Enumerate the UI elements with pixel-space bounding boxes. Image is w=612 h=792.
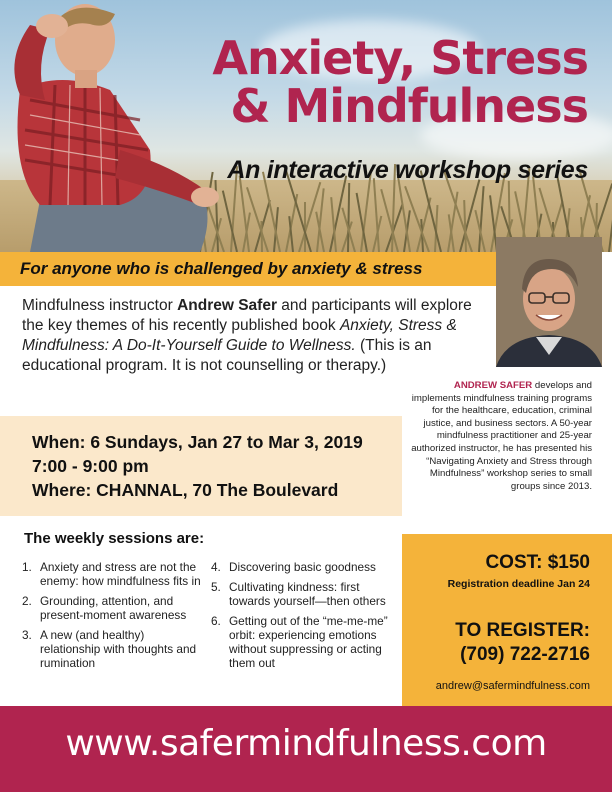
audience-banner-text: For anyone who is challenged by anxiety & stress xyxy=(20,259,423,278)
page-subtitle: An interactive workshop series xyxy=(227,156,588,184)
bio-text: develops and implements mindfulness training programs for the healthcare, education, criminal justice, and business sectors. A 50-year mindfulness practitioner and 25-year authorized instructor, he has presented his “Navigating Anxiety and Stress through Mindfulness” workshop series to small groups since 2013. xyxy=(411,380,592,492)
intro-text-2: and participants will explore the key themes of his recently published book xyxy=(22,297,472,334)
instructor-name: Andrew Safer xyxy=(177,297,277,314)
title-line-1: Anxiety, Stress xyxy=(212,31,588,85)
register-email[interactable]: andrew@safermindfulness.com xyxy=(435,680,590,692)
session-item xyxy=(22,560,204,588)
cost-box xyxy=(402,534,612,706)
session-item xyxy=(211,580,391,608)
session-item xyxy=(211,614,391,670)
cost-price: COST: $150 xyxy=(485,552,590,573)
event-when: When: 6 Sundays, Jan 27 to Mar 3, 2019 xyxy=(32,432,363,452)
session-item xyxy=(22,594,204,622)
session-text: Anxiety and stress are not the enemy: how mindfulness fits in xyxy=(40,560,201,588)
register-phone[interactable]: (709) 722-2716 xyxy=(460,644,590,665)
session-number: 6. xyxy=(211,614,221,628)
event-where: Where: CHANNAL, 70 The Boulevard xyxy=(32,480,339,500)
session-number: 1. xyxy=(22,560,32,574)
audience-banner xyxy=(0,252,506,286)
grass-blade xyxy=(608,189,612,252)
sessions-list-right xyxy=(211,560,391,676)
session-text: Getting out of the “me-me-me” orbit: experiencing emotions without suppressing or acting them out xyxy=(229,614,388,670)
sessions-heading: The weekly sessions are: xyxy=(24,530,205,547)
registration-deadline: Registration deadline Jan 24 xyxy=(447,578,590,590)
session-number: 2. xyxy=(22,594,32,608)
bio-name: ANDREW SAFER xyxy=(453,380,533,391)
session-text: A new (and healthy) relationship with thoughts and rumination xyxy=(40,628,197,670)
event-details-box xyxy=(0,416,402,516)
intro-paragraph xyxy=(22,296,492,376)
session-number: 3. xyxy=(22,628,32,642)
hero-photo xyxy=(0,0,612,252)
instructor-portrait xyxy=(496,237,602,367)
sessions-list-left xyxy=(22,560,204,676)
website-url[interactable]: www.safermindfulness.com xyxy=(65,723,547,764)
session-text: Discovering basic goodness xyxy=(229,560,376,574)
book-title: Anxiety, Stress & Mindfulness: A Do-It-Yourself Guide to Wellness. xyxy=(22,317,457,354)
session-item xyxy=(22,628,204,670)
session-number: 4. xyxy=(211,560,221,574)
session-item xyxy=(211,560,391,574)
intro-text-3: (This is an educational program. It is not counselling or therapy.) xyxy=(22,337,432,374)
page-title xyxy=(212,31,588,133)
instructor-portrait-illustration xyxy=(496,237,602,367)
register-heading: TO REGISTER: xyxy=(455,620,590,641)
session-text: Cultivating kindness: first towards yourself—then others xyxy=(229,580,386,608)
session-number: 5. xyxy=(211,580,221,594)
session-text: Grounding, attention, and present-moment awareness xyxy=(40,594,187,622)
intro-text-1: Mindfulness instructor xyxy=(22,297,178,314)
event-time: 7:00 - 9:00 pm xyxy=(32,456,149,476)
man-illustration xyxy=(0,0,230,252)
instructor-bio xyxy=(406,380,592,493)
title-line-2: & Mindfulness xyxy=(230,79,588,133)
footer-banner xyxy=(0,706,612,792)
